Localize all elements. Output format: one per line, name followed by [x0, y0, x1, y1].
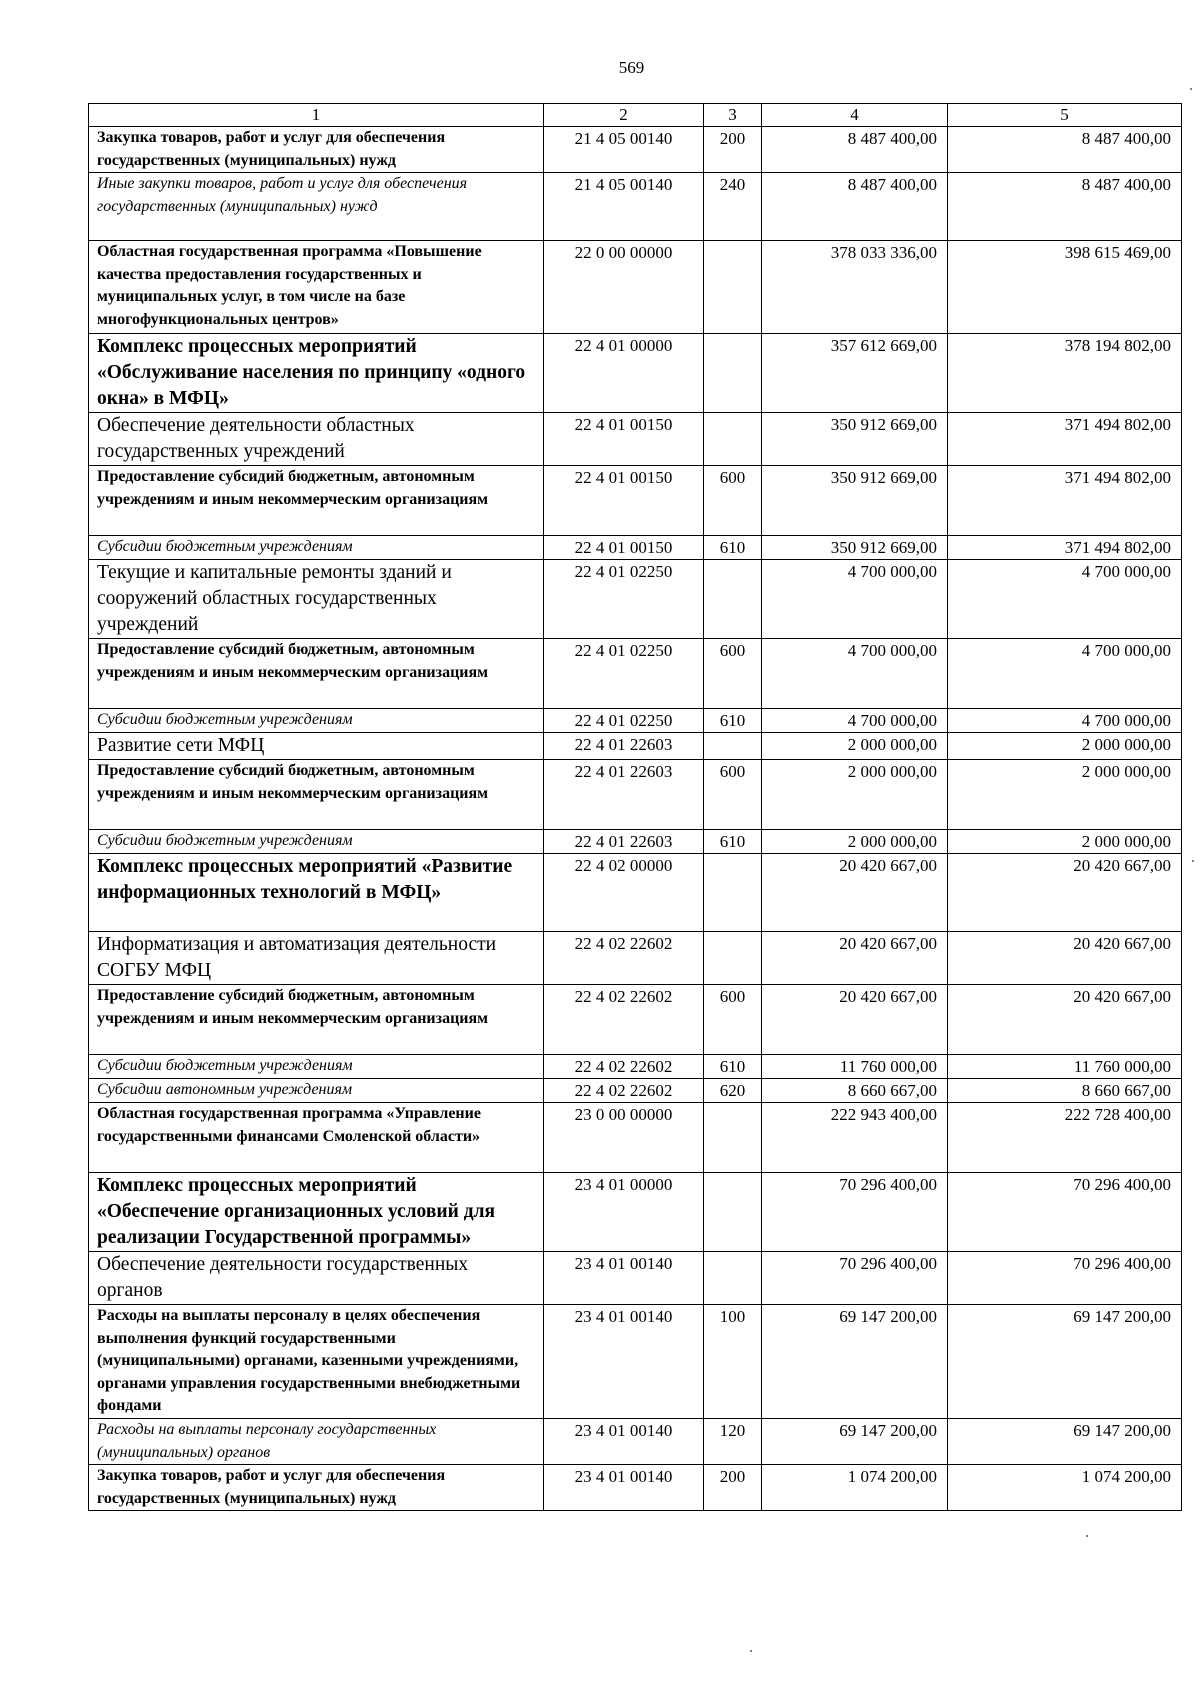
- row-amount-2: 8 487 400,00: [948, 173, 1182, 241]
- table-row: [89, 709, 1182, 733]
- table-row: [89, 1419, 1182, 1465]
- row-amount-2: 11 760 000,00: [948, 1055, 1182, 1079]
- row-amount-1: 222 943 400,00: [762, 1103, 948, 1173]
- row-expense-type: [704, 733, 762, 760]
- row-code: 22 4 01 02250: [544, 560, 704, 639]
- header-col-1: 1: [89, 104, 544, 127]
- row-name: Обеспечение деятельности государственных органов: [89, 1252, 544, 1305]
- row-amount-2: 371 494 802,00: [948, 466, 1182, 536]
- row-expense-type: 100: [704, 1305, 762, 1419]
- row-expense-type: [704, 1103, 762, 1173]
- row-name: Текущие и капитальные ремонты зданий и сооружений областных государственных учреждений: [89, 560, 544, 639]
- row-amount-1: 8 487 400,00: [762, 127, 948, 173]
- row-amount-1: 378 033 336,00: [762, 241, 948, 334]
- row-amount-1: 20 420 667,00: [762, 932, 948, 985]
- row-code: 21 4 05 00140: [544, 173, 704, 241]
- row-expense-type: 200: [704, 127, 762, 173]
- scan-speck: [1190, 88, 1192, 90]
- table-row: [89, 127, 1182, 173]
- row-amount-2: 398 615 469,00: [948, 241, 1182, 334]
- row-expense-type: 600: [704, 985, 762, 1055]
- row-name: Предоставление субсидий бюджетным, автономным учреждениям и иным некоммерческим организациям: [89, 760, 544, 830]
- row-name: Субсидии бюджетным учреждениям: [89, 536, 544, 560]
- table-row: [89, 639, 1182, 709]
- row-code: 22 4 01 22603: [544, 733, 704, 760]
- row-amount-2: 1 074 200,00: [948, 1465, 1182, 1511]
- row-code: 22 4 01 22603: [544, 830, 704, 854]
- row-name: Субсидии бюджетным учреждениям: [89, 709, 544, 733]
- row-code: 22 4 02 22602: [544, 1079, 704, 1103]
- page-number: 569: [618, 58, 645, 77]
- scan-speck: [1086, 1535, 1088, 1537]
- row-amount-1: 2 000 000,00: [762, 830, 948, 854]
- row-name: Расходы на выплаты персоналу в целях обеспечения выполнения функций государственными (муниципальными) органами, казенными учреждениями, органами управления государственными внебюджетными фондами: [89, 1305, 544, 1419]
- row-name: Предоставление субсидий бюджетным, автономным учреждениям и иным некоммерческим организациям: [89, 639, 544, 709]
- row-code: 23 4 01 00000: [544, 1173, 704, 1252]
- row-amount-1: 350 912 669,00: [762, 536, 948, 560]
- row-amount-2: 8 660 667,00: [948, 1079, 1182, 1103]
- row-amount-1: 11 760 000,00: [762, 1055, 948, 1079]
- table-row: [89, 1465, 1182, 1511]
- row-amount-2: 70 296 400,00: [948, 1173, 1182, 1252]
- row-amount-2: 20 420 667,00: [948, 932, 1182, 985]
- row-expense-type: [704, 854, 762, 932]
- row-name: Субсидии бюджетным учреждениям: [89, 830, 544, 854]
- table-row: [89, 241, 1182, 334]
- row-expense-type: 600: [704, 466, 762, 536]
- row-amount-2: 378 194 802,00: [948, 334, 1182, 413]
- header-col-4: 4: [762, 104, 948, 127]
- row-name: Развитие сети МФЦ: [89, 733, 544, 760]
- scan-speck: [1192, 860, 1194, 862]
- table-row: [89, 466, 1182, 536]
- row-expense-type: 120: [704, 1419, 762, 1465]
- row-expense-type: [704, 413, 762, 466]
- row-amount-1: 8 487 400,00: [762, 173, 948, 241]
- row-amount-2: 2 000 000,00: [948, 760, 1182, 830]
- row-name: Комплекс процессных мероприятий «Обеспечение организационных условий для реализации Государственной программы»: [89, 1173, 544, 1252]
- row-amount-2: 222 728 400,00: [948, 1103, 1182, 1173]
- row-name: Областная государственная программа «Повышение качества предоставления государственных и муниципальных услуг, в том числе на базе многофункциональных центров»: [89, 241, 544, 334]
- row-code: 21 4 05 00140: [544, 127, 704, 173]
- row-amount-1: 69 147 200,00: [762, 1305, 948, 1419]
- row-name: Областная государственная программа «Управление государственными финансами Смоленской области»: [89, 1103, 544, 1173]
- row-name: Субсидии автономным учреждениям: [89, 1079, 544, 1103]
- row-amount-1: 70 296 400,00: [762, 1252, 948, 1305]
- row-amount-1: 69 147 200,00: [762, 1419, 948, 1465]
- row-code: 23 4 01 00140: [544, 1419, 704, 1465]
- table-row: [89, 1173, 1182, 1252]
- row-name: Закупка товаров, работ и услуг для обеспечения государственных (муниципальных) нужд: [89, 1465, 544, 1511]
- row-amount-2: 4 700 000,00: [948, 639, 1182, 709]
- row-name: Предоставление субсидий бюджетным, автономным учреждениям и иным некоммерческим организациям: [89, 466, 544, 536]
- row-amount-1: 4 700 000,00: [762, 639, 948, 709]
- header-col-5: 5: [948, 104, 1182, 127]
- table-row: [89, 560, 1182, 639]
- row-amount-1: 20 420 667,00: [762, 854, 948, 932]
- table-row: [89, 1252, 1182, 1305]
- table-row: [89, 536, 1182, 560]
- row-amount-2: 69 147 200,00: [948, 1305, 1182, 1419]
- row-amount-1: 350 912 669,00: [762, 466, 948, 536]
- table-row: [89, 173, 1182, 241]
- table-row: [89, 985, 1182, 1055]
- row-expense-type: 200: [704, 1465, 762, 1511]
- row-code: 22 4 01 22603: [544, 760, 704, 830]
- row-code: 23 0 00 00000: [544, 1103, 704, 1173]
- row-expense-type: [704, 1252, 762, 1305]
- budget-table-container: [88, 103, 1181, 1511]
- row-expense-type: [704, 932, 762, 985]
- row-expense-type: 610: [704, 1055, 762, 1079]
- row-code: 22 4 01 00150: [544, 413, 704, 466]
- row-amount-2: 20 420 667,00: [948, 854, 1182, 932]
- table-row: [89, 932, 1182, 985]
- row-code: 22 4 02 00000: [544, 854, 704, 932]
- row-name: Информатизация и автоматизация деятельности СОГБУ МФЦ: [89, 932, 544, 985]
- row-amount-2: 20 420 667,00: [948, 985, 1182, 1055]
- row-name: Комплекс процессных мероприятий «Развитие информационных технологий в МФЦ»: [89, 854, 544, 932]
- row-code: 22 4 02 22602: [544, 932, 704, 985]
- row-amount-2: 4 700 000,00: [948, 560, 1182, 639]
- row-code: 22 4 02 22602: [544, 1055, 704, 1079]
- row-code: 22 4 01 02250: [544, 709, 704, 733]
- row-code: 22 4 01 00150: [544, 536, 704, 560]
- table-row: [89, 1079, 1182, 1103]
- row-name: Закупка товаров, работ и услуг для обеспечения государственных (муниципальных) нужд: [89, 127, 544, 173]
- table-row: [89, 830, 1182, 854]
- row-expense-type: 240: [704, 173, 762, 241]
- row-name: Субсидии бюджетным учреждениям: [89, 1055, 544, 1079]
- row-expense-type: 610: [704, 830, 762, 854]
- table-row: [89, 733, 1182, 760]
- row-amount-2: 371 494 802,00: [948, 413, 1182, 466]
- row-code: 22 4 01 00000: [544, 334, 704, 413]
- table-row: [89, 854, 1182, 932]
- row-expense-type: [704, 560, 762, 639]
- row-expense-type: 610: [704, 709, 762, 733]
- row-name: Комплекс процессных мероприятий «Обслуживание населения по принципу «одного окна» в МФЦ»: [89, 334, 544, 413]
- row-amount-1: 1 074 200,00: [762, 1465, 948, 1511]
- table-row: [89, 1305, 1182, 1419]
- row-name: Обеспечение деятельности областных государственных учреждений: [89, 413, 544, 466]
- row-expense-type: 610: [704, 536, 762, 560]
- row-code: 23 4 01 00140: [544, 1252, 704, 1305]
- row-code: 22 4 01 02250: [544, 639, 704, 709]
- row-code: 22 0 00 00000: [544, 241, 704, 334]
- row-expense-type: 600: [704, 760, 762, 830]
- budget-table: [88, 103, 1182, 1511]
- table-row: [89, 334, 1182, 413]
- row-amount-2: 371 494 802,00: [948, 536, 1182, 560]
- table-row: [89, 1103, 1182, 1173]
- row-amount-2: 2 000 000,00: [948, 733, 1182, 760]
- row-amount-1: 4 700 000,00: [762, 560, 948, 639]
- row-amount-1: 2 000 000,00: [762, 733, 948, 760]
- row-amount-1: 2 000 000,00: [762, 760, 948, 830]
- row-expense-type: [704, 241, 762, 334]
- row-name: Иные закупки товаров, работ и услуг для обеспечения государственных (муниципальных) нужд: [89, 173, 544, 241]
- row-code: 22 4 01 00150: [544, 466, 704, 536]
- row-amount-1: 350 912 669,00: [762, 413, 948, 466]
- row-amount-2: 2 000 000,00: [948, 830, 1182, 854]
- table-row: [89, 1055, 1182, 1079]
- row-expense-type: [704, 1173, 762, 1252]
- row-name: Предоставление субсидий бюджетным, автономным учреждениям и иным некоммерческим организациям: [89, 985, 544, 1055]
- row-expense-type: [704, 334, 762, 413]
- row-name: Расходы на выплаты персоналу государственных (муниципальных) органов: [89, 1419, 544, 1465]
- row-amount-1: 357 612 669,00: [762, 334, 948, 413]
- row-amount-1: 4 700 000,00: [762, 709, 948, 733]
- row-code: 23 4 01 00140: [544, 1465, 704, 1511]
- row-code: 23 4 01 00140: [544, 1305, 704, 1419]
- row-code: 22 4 02 22602: [544, 985, 704, 1055]
- table-header-row: [89, 104, 1182, 127]
- table-row: [89, 760, 1182, 830]
- row-amount-1: 70 296 400,00: [762, 1173, 948, 1252]
- row-amount-1: 8 660 667,00: [762, 1079, 948, 1103]
- scan-speck: [750, 1650, 752, 1652]
- row-expense-type: 620: [704, 1079, 762, 1103]
- row-expense-type: 600: [704, 639, 762, 709]
- row-amount-2: 4 700 000,00: [948, 709, 1182, 733]
- row-amount-2: 70 296 400,00: [948, 1252, 1182, 1305]
- row-amount-1: 20 420 667,00: [762, 985, 948, 1055]
- header-col-3: 3: [704, 104, 762, 127]
- header-col-2: 2: [544, 104, 704, 127]
- row-amount-2: 8 487 400,00: [948, 127, 1182, 173]
- table-row: [89, 413, 1182, 466]
- row-amount-2: 69 147 200,00: [948, 1419, 1182, 1465]
